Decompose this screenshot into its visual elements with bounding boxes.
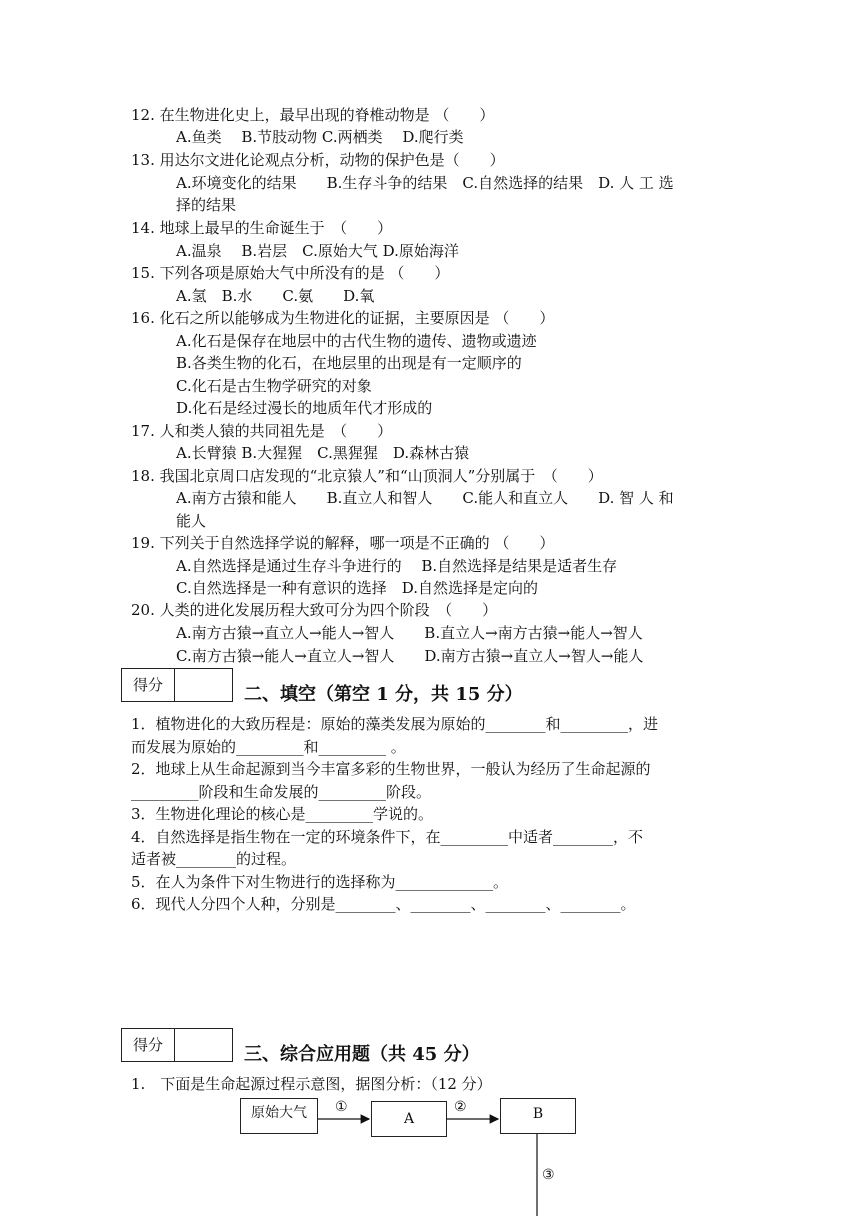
box-primitive-atmosphere: 原始大气 — [240, 1098, 318, 1134]
question-stem: 20. 人类的进化发展历程大致可分为四个阶段 （ ） — [131, 601, 498, 619]
fill-line: 2．地球上从生命起源到当今丰富多彩的生物世界，一般认为经历了生命起源的 — [131, 760, 651, 778]
question-options: C.化石是古生物学研究的对象 — [176, 377, 372, 395]
question-options: 择的结果 — [176, 196, 237, 214]
fill-line: 4．自然选择是指生物在一定的环境条件下，在_________中适者________，不 — [131, 828, 644, 846]
question-options: A.氢 B.水 C.氨 D.氧 — [176, 287, 375, 305]
fill-line: 6．现代人分四个人种，分别是________、________、________、________。 — [131, 895, 636, 913]
question-stem: 14. 地球上最早的生命诞生于 （ ） — [131, 219, 393, 237]
question-options: A.化石是保存在地层中的古代生物的遗传、遗物或遗迹 — [176, 332, 537, 350]
question-stem: 16. 化石之所以能够成为生物进化的证据，主要原因是 （ ） — [131, 309, 555, 327]
fill-line: _________阶段和生命发展的_________阶段。 — [131, 783, 432, 801]
question-options: C.南方古猿→能人→直立人→智人 D.南方古猿→直立人→智人→能人 — [176, 647, 644, 665]
question-stem: 15. 下列各项是原始大气中所没有的是 （ ） — [131, 264, 450, 282]
fill-line: 1．植物进化的大致历程是：原始的藻类发展为原始的________和_________，进 — [131, 715, 659, 733]
section-3-title: 三、综合应用题（共 45 分） — [244, 1044, 480, 1065]
question-stem: 18. 我国北京周口店发现的“北京猿人”和“山顶洞人”分别属于 （ ） — [131, 467, 603, 485]
fill-line: 3．生物进化理论的核心是_________学说的。 — [131, 805, 434, 823]
question-options: A.鱼类 B.节肢动物 C.两栖类 D.爬行类 — [176, 128, 464, 146]
fill-line: 而发展为原始的_________和_________ 。 — [131, 738, 406, 756]
step-3-label: ③ — [542, 1167, 555, 1183]
fill-line: 适者被________的过程。 — [131, 850, 297, 868]
question-options: A.温泉 B.岩层 C.原始大气 D.原始海洋 — [176, 242, 459, 260]
section-2-title: 二、填空（第空 1 分，共 15 分） — [244, 684, 523, 705]
question-stem: 12. 在生物进化史上，最早出现的脊椎动物是 （ ） — [131, 106, 495, 124]
question-options: A.环境变化的结果 B.生存斗争的结果 C.自然选择的结果 D. 人 工 选 — [176, 174, 674, 192]
score-label: 得分 — [122, 1029, 175, 1061]
question-options: B.各类生物的化石，在地层里的出现是有一定顺序的 — [176, 354, 522, 372]
box-a: A — [371, 1101, 447, 1137]
box-b: B — [500, 1098, 576, 1134]
question-options: A.自然选择是通过生存斗争进行的 B.自然选择是结果是适者生存 — [176, 557, 618, 575]
step-2-label: ② — [454, 1099, 467, 1115]
question-stem: 19. 下列关于自然选择学说的解释，哪一项是不正确的 （ ） — [131, 534, 555, 552]
question-stem: 1. 下面是生命起源过程示意图，据图分析：（12 分） — [131, 1075, 492, 1093]
question-options: D.化石是经过漫长的地质年代才形成的 — [176, 399, 433, 417]
question-options: C.自然选择是一种有意识的选择 D.自然选择是定向的 — [176, 579, 538, 597]
question-options: A.南方古猿→直立人→能人→智人 B.直立人→南方古猿→能人→智人 — [176, 624, 643, 642]
question-stem: 13. 用达尔文进化论观点分析，动物的保护色是（ ） — [131, 151, 505, 169]
question-options: A.长臂猿 B.大猩猩 C.黑猩猩 D.森林古猿 — [176, 444, 470, 462]
fill-line: 5．在人为条件下对生物进行的选择称为_____________。 — [131, 873, 509, 891]
question-options: 能人 — [176, 512, 207, 530]
step-1-label: ① — [335, 1099, 348, 1115]
score-label: 得分 — [122, 669, 175, 701]
question-stem: 17. 人和类人猿的共同祖先是 （ ） — [131, 422, 393, 440]
question-options: A.南方古猿和能人 B.直立人和智人 C.能人和直立人 D. 智 人 和 — [176, 489, 674, 507]
